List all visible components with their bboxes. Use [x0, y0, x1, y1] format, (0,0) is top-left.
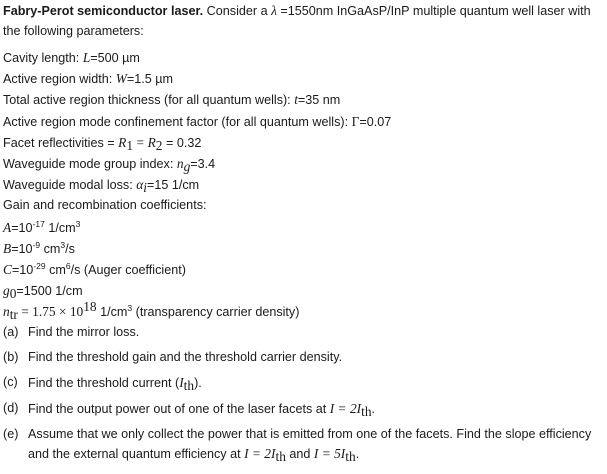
problem-intro [3, 0, 603, 41]
param-facet-reflectivities: Facet reflectivities = $R_1 = R_2 = 0.32$ [3, 134, 202, 153]
question-e: (e) Assume that we only collect the power that is emitted from one of the facets. Find the slope efficiency and the external quantum efficiency at $I = 2I_{th}$ and $I = 5I_{th}$. [3, 427, 592, 465]
param-cavity-length: Cavity length: L=500 µm [3, 50, 140, 65]
lambda-symbol: λ [271, 3, 277, 18]
param-coefficients-heading: Gain and recombination coefficients: [3, 198, 207, 213]
question-a: (a) Find the mirror loss. [3, 325, 140, 340]
coef-c: $C=10^{-29}$ $cm^6/s$ (Auger coefficient) [3, 260, 186, 277]
param-modal-loss: Waveguide modal loss: $\alpha_i=15$ 1/cm [3, 177, 200, 196]
problem-document [3, 0, 603, 470]
question-d: (d) Find the output power out of one of the laser facets at $I = 2I_{th}$. [3, 401, 376, 420]
question-b: (b) Find the threshold gain and the threshold carrier density. [3, 350, 343, 365]
param-active-width: Active region width: W=1.5 µm [3, 71, 173, 87]
coef-b: $B=10^{-9}$ $cm^3/s$ [3, 239, 75, 256]
problem-title: Fabry-Perot semiconductor laser. [3, 4, 204, 18]
coef-g0: $g_0=1500$ 1/cm [3, 283, 83, 302]
intro-pre: Consider a [206, 4, 268, 18]
question-list [3, 323, 603, 464]
param-active-thickness: Total active region thickness (for all quantum wells): t=35 nm [3, 92, 341, 108]
param-group-index: Waveguide mode group index: $n_g=3.4$ [3, 155, 216, 174]
coef-a: $A=10^{-17}$ $1/cm^3$ [3, 218, 81, 235]
intro-post: =1550nm InGaAsP/InP multiple quantum well laser with the following parameters: [3, 4, 591, 38]
question-c: (c) Find the threshold current $(I_{th})$. [3, 375, 202, 394]
param-confinement-factor: Active region mode confinement factor (for all quantum wells): Γ=0.07 [3, 113, 392, 129]
parameter-list [3, 47, 603, 322]
coef-ntr: $n_{tr} = 1.75 \times 10^{18}$ $1/cm^3$ (transparency carrier density) [3, 299, 300, 323]
